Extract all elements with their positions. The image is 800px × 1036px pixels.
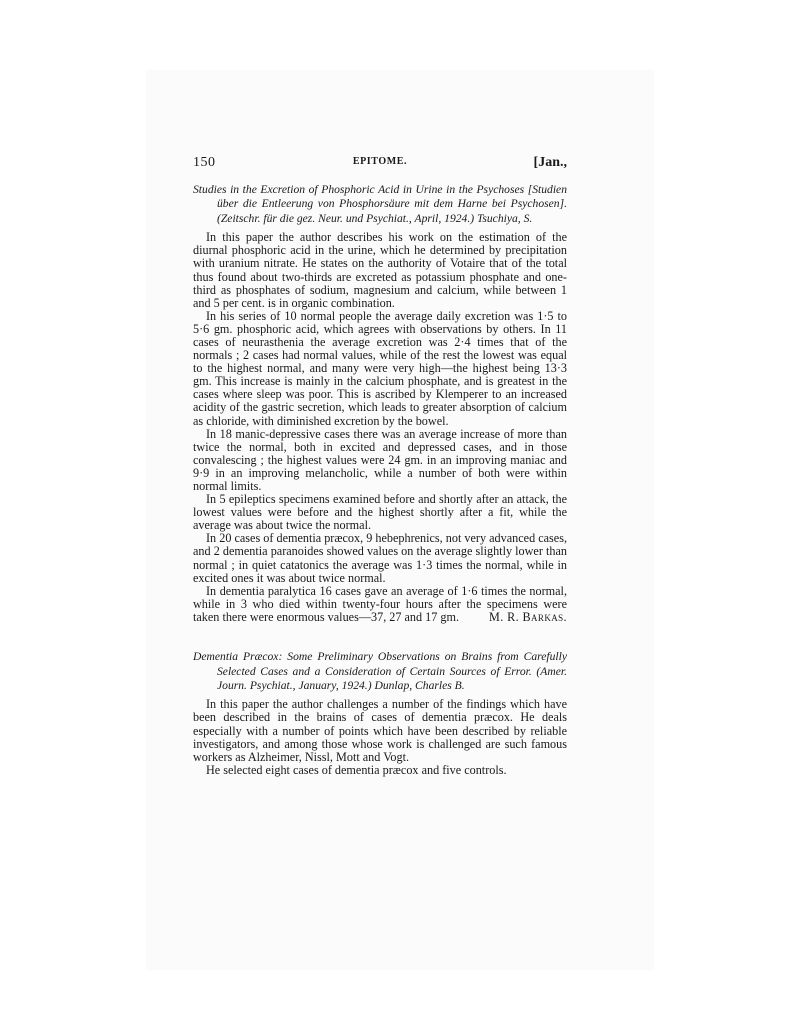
article-paragraph: In dementia paralytica 16 cases gave an average of 1·6 times the normal, while in 3 who died within twenty-four hours after the specimens were taken there were enormous values—37, 27 and 17 gm. [193, 583, 567, 624]
article-separator [193, 624, 567, 650]
article-paragraph: He selected eight cases of dementia præcox and five controls. [206, 762, 507, 777]
text-column [193, 155, 567, 777]
article-paragraph: In 20 cases of dementia præcox, 9 hebephrenics, not very advanced cases, and 2 dementia paranoides showed values on the average slightly lower than normal ; in quiet catatonics the average was 1·3 times the normal, while in excited ones it was about twice normal. [193, 531, 567, 585]
issue-date: [Jan., [533, 155, 567, 170]
article-title: Dementia Præcox: Some Preliminary Observations on Brains from Carefully Selected Cases and a Consideration of Certain Sources of Error. (Amer. Journ. Psychiat., January, 1924.) Dunlap, Charles B. [193, 650, 567, 692]
section-title: EPITOME. [352, 156, 408, 167]
author-name: M. R. Barkas. [488, 610, 567, 625]
article-paragraph: In this paper the author challenges a number of the findings which have been described in the brains of cases of dementia præcox. He deals especially with a number of points which have been described by reliable investigators, and among those whose work is challenged are such famous workers as Alzheimer, Nissl, Mott and Vogt. [193, 697, 567, 764]
article-paragraph: In his series of 10 normal people the average daily excretion was 1·5 to 5·6 gm. phosphoric acid, which agrees with observations by others. In 11 cases of neurasthenia the average excretion was 2·4 times that of the normals ; 2 cases had normal values, while of the rest the lowest was equal to the highest normal, and many were very high—the highest being 13·3 gm. This increase is mainly in the calcium phosphate, and is greatest in the cases where sleep was poor. This is ascribed by Klemperer to an increased acidity of the gastric secretion, which leads to greater absorption of calcium as chloride, with diminished excretion by the bowel. [193, 308, 567, 428]
page-number: 150 [193, 155, 216, 170]
article-title: Studies in the Excretion of Phosphoric Acid in Urine in the Psychoses [Studien über die Entleerung von Phosphorsäure mit dem Harne bei Psychosen]. (Zeitschr. für die gez. Neur. und Psychiat., April, 1924.) Tsuchiya, S. [193, 183, 567, 225]
article-paragraph: In 18 manic-depressive cases there was an average increase of more than twice the normal, both in excited and depressed cases, and in those convalescing ; the highest values were 24 gm. in an improving maniac and 9·9 in an improving melancholic, while a number of both were within normal limits. [193, 426, 567, 493]
article-paragraph: In this paper the author describes his work on the estimation of the diurnal phosphoric acid in the urine, which he determined by precipitation with uranium nitrate. He states on the authority of Votaire that of the total thus found about two-thirds are excreted as potassium phosphate and one-third as phosphates of sodium, magnesium and calcium, while between 1 and 5 per cent. is in organic combination. [193, 230, 567, 310]
running-head [193, 155, 567, 173]
article-paragraph: In 5 epileptics specimens examined before and shortly after an attack, the lowest values were before and the highest shortly after a fit, while the average was about twice the normal. [193, 492, 567, 533]
